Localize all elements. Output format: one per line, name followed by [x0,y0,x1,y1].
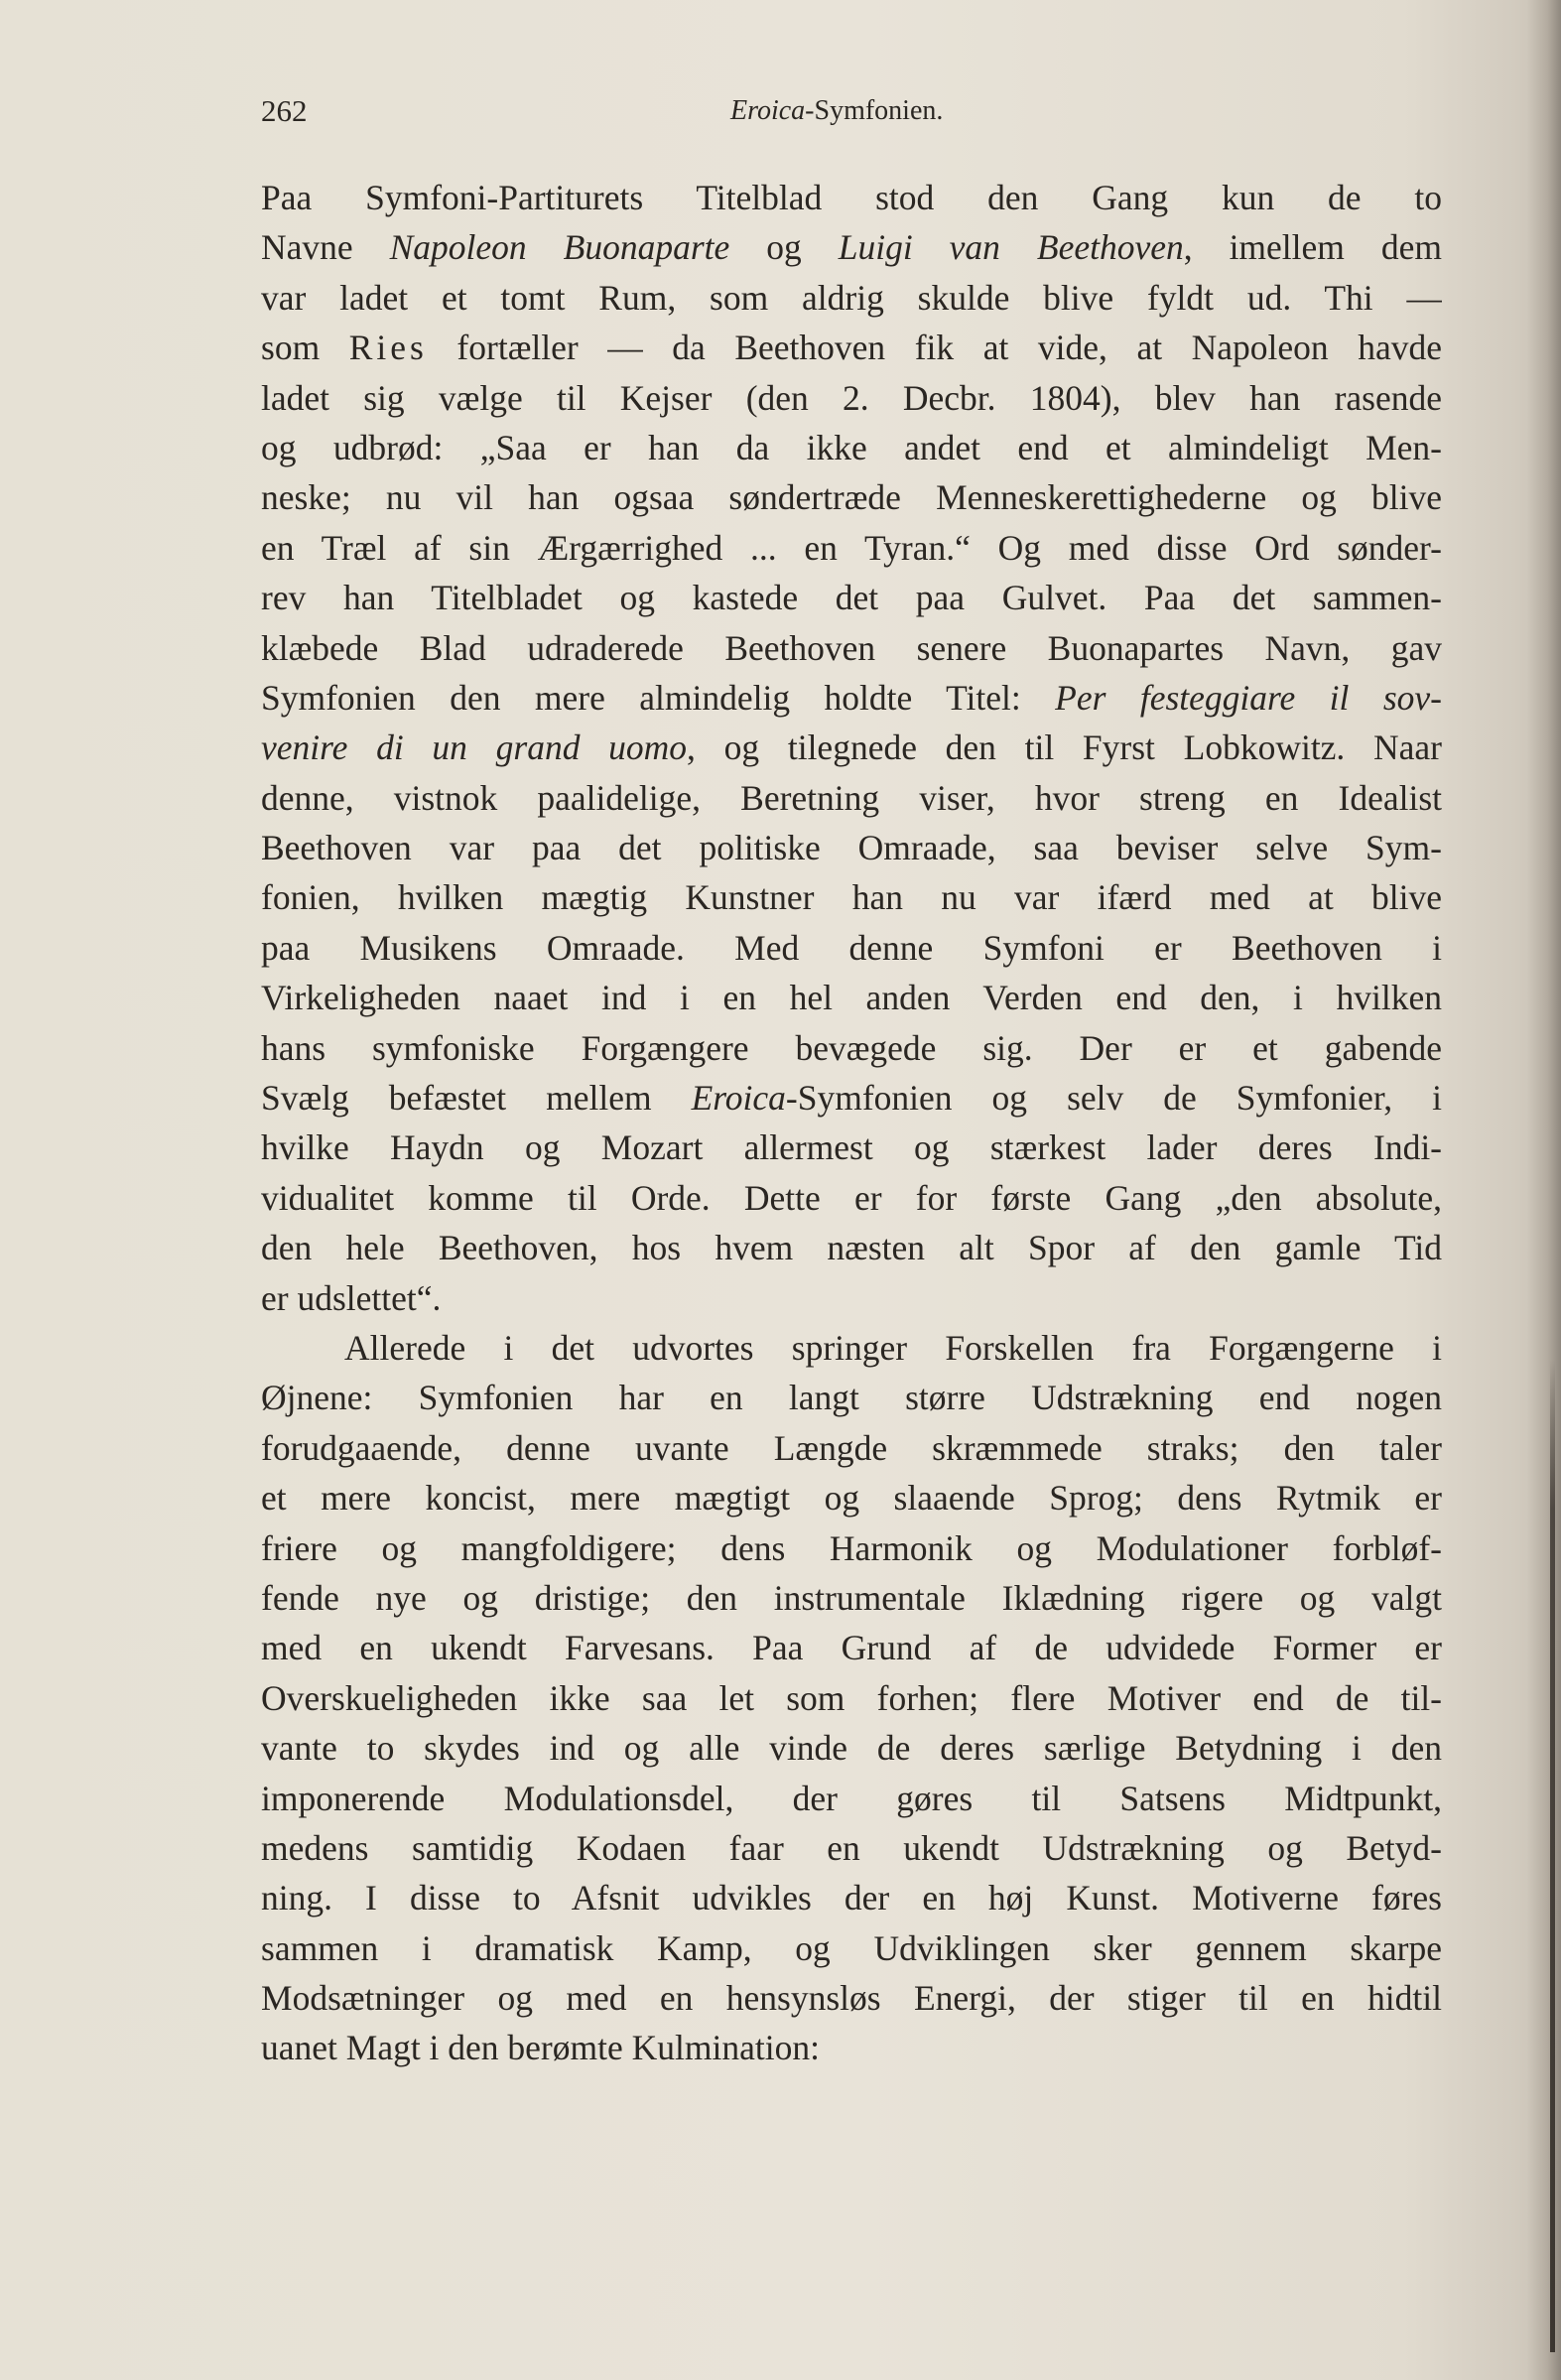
text-line [261,1023,1442,1073]
running-header [261,91,1442,131]
text-line [261,1273,1442,1323]
text-line [261,1923,1442,1973]
body-text [261,173,1442,2073]
text-line [261,623,1442,673]
text-line [261,1473,1442,1522]
line-text: fonien, hvilken mægtig Kunstner han nu var ifærd med at blive [261,877,1442,918]
text-line [261,1523,1442,1573]
text-line [261,1173,1442,1223]
line-text: fortæller — da Beethoven fik at vide, at Napoleon havde [427,328,1442,368]
text-line [261,2023,1442,2072]
text-line [261,1623,1442,1672]
text-line [261,273,1442,323]
text-line [261,823,1442,872]
text-line [261,373,1442,423]
text-line [261,1673,1442,1723]
text-line [261,1873,1442,1922]
line-text: sammen i dramatisk Kamp, og Udviklingen sker gennem skarpe [261,1927,1442,1968]
text-line [261,872,1442,922]
line-text: Beethoven var paa det politiske Omraade, saa beviser selve Sym- [261,828,1442,868]
text-line [261,1823,1442,1873]
text-line [261,773,1442,823]
text-line [261,222,1442,272]
line-text: Svælg befæstet mellem [261,1078,692,1119]
line-text: paa Musikens Omraade. Med denne Symfoni er Beethoven i [261,927,1442,968]
line-text: -Symfonien og selv de Symfonier, i [785,1078,1442,1119]
text-line [261,1973,1442,2023]
text-line [261,1373,1442,1422]
line-text: og [729,227,839,268]
text-line [261,1423,1442,1473]
italic-text: venire di un grand uomo [261,727,688,768]
line-text: var ladet et tomt Rum, som aldrig skulde blive fyldt ud. Thi — [261,277,1442,318]
page-edge-shadow [1527,0,1561,2380]
line-text: klæbede Blad udraderede Beethoven senere Buonapartes Navn, gav [261,627,1442,668]
running-title-rest: -Symfonien. [805,95,944,126]
text-line [261,673,1442,723]
line-text: Øjnene: Symfonien har en langt større Udstrækning end nogen [261,1378,1442,1418]
line-text: et mere koncist, mere mægtigt og slaaende Sprog; dens Rytmik er [261,1478,1442,1519]
line-text: Symfonien den mere almindelig holdte Titel: [261,677,1056,718]
line-text: fende nye og dristige; den instrumentale Iklædning rigere og valgt [261,1577,1442,1618]
line-text: Overskueligheden ikke saa let som forhen; flere Motiver end de til- [261,1677,1442,1718]
spaced-text: Ries [348,328,428,368]
line-text: uanet Magt i den berømte Kulmination: [261,2028,820,2068]
text-line [261,1223,1442,1272]
line-text: Virkeligheden naaet ind i en hel anden Verden end den, i hvilken [261,978,1442,1018]
text-line [261,1723,1442,1773]
text-line [261,923,1442,973]
text-line [261,173,1442,222]
text-line [261,723,1442,772]
line-text: vidualitet komme til Orde. Dette er for første Gang „den absolute, [261,1177,1442,1218]
text-line [261,472,1442,522]
text-line [261,1073,1442,1123]
text-line [261,1323,1442,1373]
line-text: ladet sig vælge til Kejser (den 2. Decbr. 1804), blev han rasende [261,377,1442,418]
line-text: Navne [261,227,390,268]
text-line [261,1573,1442,1623]
line-text: hvilke Haydn og Mozart allermest og stærkest lader deres Indi- [261,1127,1442,1168]
italic-text: Napoleon Buonaparte [389,227,730,268]
line-text: Modsætninger og med en hensynsløs Energi, der stiger til en hidtil [261,1978,1442,2019]
text-line [261,1123,1442,1172]
line-text: imponerende Modulationsdel, der gøres til Satsens Midtpunkt, [261,1778,1442,1818]
running-title [730,91,943,131]
line-text: og udbrød: „Saa er han da ikke andet end et almindeligt Men- [261,427,1442,467]
text-line [261,1774,1442,1823]
text-line [261,573,1442,622]
line-text: en Træl af sin Ærgærrighed ... en Tyran.“ Og med disse Ord sønder- [261,527,1442,568]
line-text: den hele Beethoven, hos hvem næsten alt Spor af den gamle Tid [261,1228,1442,1268]
line-text: er udslettet“. [261,1277,442,1318]
line-text: hans symfoniske Forgængere bevægede sig. Der er et gabende [261,1027,1442,1068]
line-text: vante to skydes ind og alle vinde de deres særlige Betydning i den [261,1728,1442,1769]
text-line [261,423,1442,472]
line-text: rev han Titelbladet og kastede det paa Gulvet. Paa det sammen- [261,578,1442,618]
line-text: Allerede i det udvortes springer Forskellen fra Forgængerne i [344,1327,1442,1368]
line-text: som [261,328,349,368]
text-line [261,523,1442,573]
line-text: medens samtidig Kodaen faar en ukendt Udstrækning og Betyd- [261,1827,1442,1868]
line-text: friere og mangfoldigere; dens Harmonik og Modulationer forbløf- [261,1527,1442,1568]
italic-text: Per festeggiare il sov- [1055,677,1442,718]
line-text: Paa Symfoni-Partiturets Titelblad stod den Gang kun de to [261,178,1442,217]
line-text: forudgaaende, denne uvante Længde skræmmede straks; den taler [261,1427,1442,1468]
running-title-italic: Eroica [730,95,806,126]
line-text: med en ukendt Farvesans. Paa Grund af de udvidede Former er [261,1628,1442,1668]
line-text: ning. I disse to Afsnit udvikles der en høj Kunst. Motiverne føres [261,1878,1442,1918]
text-line [261,323,1442,372]
line-text: , imellem dem [1183,227,1442,268]
italic-text: Eroica [691,1078,786,1119]
page-number: 262 [261,93,308,128]
line-text: denne, vistnok paalidelige, Beretning viser, hvor streng en Idealist [261,777,1442,818]
page-edge-bar [1550,1360,1555,2352]
text-line [261,973,1442,1022]
line-text: neske; nu vil han ogsaa søndertræde Menneskerettighederne og blive [261,477,1442,518]
italic-text: Luigi van Beethoven [838,227,1184,268]
line-text: , og tilegnede den til Fyrst Lobkowitz. Naar [687,727,1442,768]
